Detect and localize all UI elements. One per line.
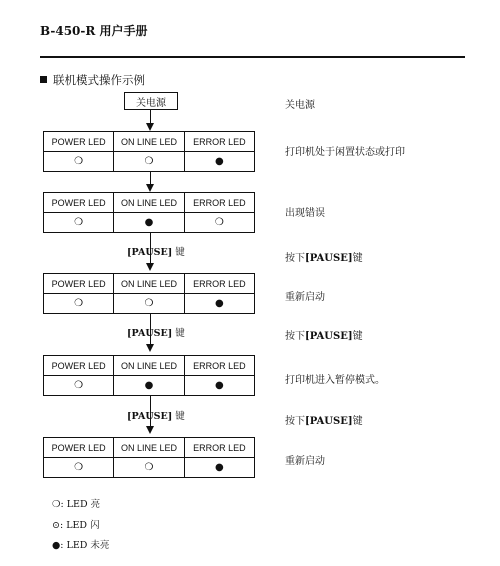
section-title [40,72,145,88]
arrow-down-icon [146,184,154,192]
power-off-box: 关电源 [124,92,178,110]
note-power-off: 关电源 [285,100,315,111]
note-state-4: 打印机进入暂停模式。 [285,375,385,386]
power-led-state: ❍ [44,294,114,314]
note-press-pause: 按下[PAUSE]键 [285,416,363,427]
arrow-down-icon [146,263,154,271]
flow-line [150,110,151,124]
header-power-led: POWER LED [44,132,114,152]
led-table-2 [43,192,255,233]
note-state-2: 出现错误 [285,208,325,219]
header-error-led: ERROR LED [184,274,254,294]
led-table-5 [43,437,255,478]
header-power-led: POWER LED [44,438,114,458]
header-power-led: POWER LED [44,193,114,213]
power-led-state: ❍ [44,152,114,172]
arrow-down-icon [146,123,154,131]
header-online-led: ON LINE LED [114,132,184,152]
header-online-led: ON LINE LED [114,274,184,294]
header-rule [40,56,465,58]
header-error-led: ERROR LED [184,132,254,152]
header-power-led: POWER LED [44,356,114,376]
bullet-square-icon [40,76,47,83]
note-press-pause: 按下[PAUSE]键 [285,253,363,264]
led-on-icon: ❍ [52,499,61,510]
led-table-4 [43,355,255,396]
error-led-state: ● [184,458,254,478]
arrow-down-icon [146,344,154,352]
pause-key-label: [PAUSE] 键 [127,247,185,258]
note-state-5: 重新启动 [285,456,325,467]
led-blink-icon: ⊙ [52,520,60,531]
pause-key-label: [PAUSE] 键 [127,328,185,339]
legend-item-off: ●: LED 未亮 [52,540,110,551]
error-led-state: ● [184,294,254,314]
online-led-state: ● [114,376,184,396]
legend-item-on: ❍: LED 亮 [52,499,101,510]
header-online-led: ON LINE LED [114,193,184,213]
note-state-1: 打印机处于闲置状态或打印 [285,147,405,158]
header-error-led: ERROR LED [184,438,254,458]
led-table-3 [43,273,255,314]
power-led-state: ❍ [44,213,114,233]
flow-line [150,171,151,185]
header-title: B-450-R 用户手册 [40,24,148,38]
online-led-state: ● [114,213,184,233]
legend-item-blink: ⊙: LED 闪 [52,520,100,531]
led-table-1 [43,131,255,172]
header-error-led: ERROR LED [184,356,254,376]
header-online-led: ON LINE LED [114,356,184,376]
note-state-3: 重新启动 [285,292,325,303]
error-led-state: ❍ [184,213,254,233]
power-led-state: ❍ [44,458,114,478]
section-title-text: 联机模式操作示例 [53,73,145,87]
online-led-state: ❍ [114,294,184,314]
note-press-pause: 按下[PAUSE]键 [285,331,363,342]
header-online-led: ON LINE LED [114,438,184,458]
error-led-state: ● [184,376,254,396]
power-led-state: ❍ [44,376,114,396]
pause-key-label: [PAUSE] 键 [127,411,185,422]
online-led-state: ❍ [114,152,184,172]
online-led-state: ❍ [114,458,184,478]
header-power-led: POWER LED [44,274,114,294]
led-off-icon: ● [52,540,61,551]
arrow-down-icon [146,426,154,434]
error-led-state: ● [184,152,254,172]
header-error-led: ERROR LED [184,193,254,213]
